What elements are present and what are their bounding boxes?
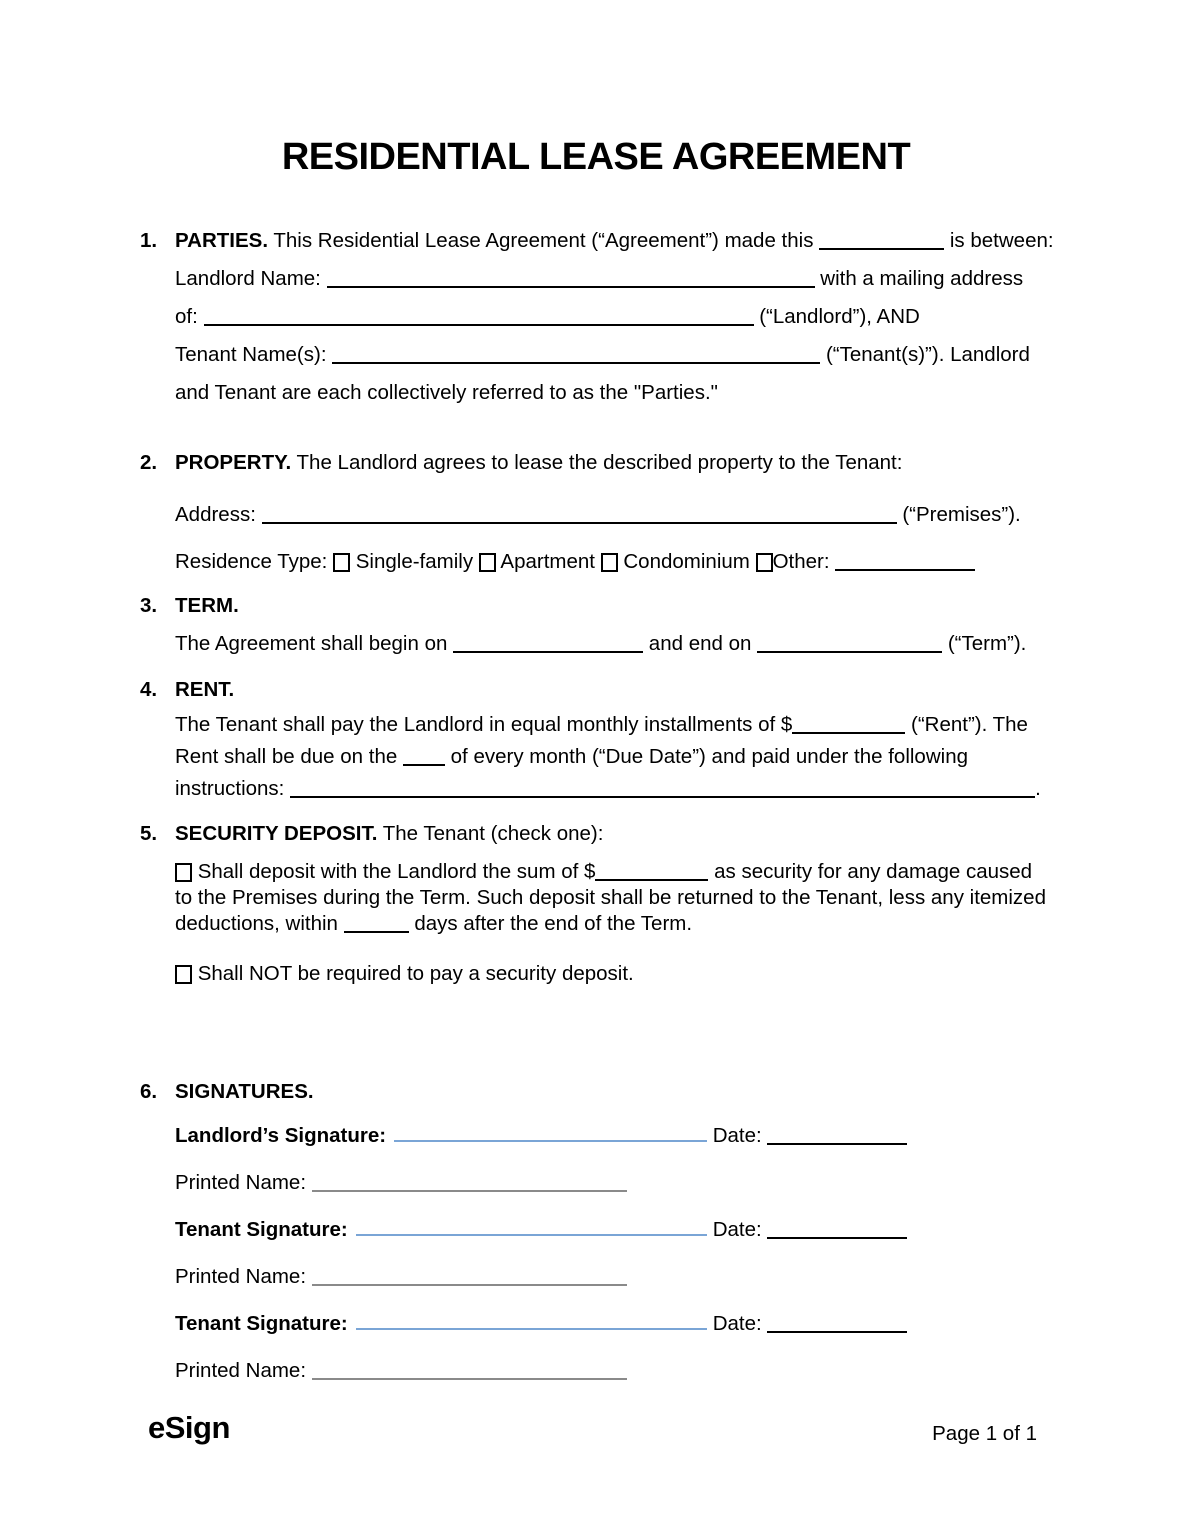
- landlord-signature-row: [175, 1117, 1052, 1155]
- security-heading-line: [175, 815, 1052, 853]
- section-parties: [140, 222, 1052, 412]
- premises-address-tail: (“Premises”).: [902, 503, 1021, 526]
- parties-line-5: and Tenant are each collectively referred to as the "Parties.": [175, 381, 718, 404]
- section-property-heading: PROPERTY.: [175, 451, 292, 474]
- checkbox-condominium[interactable]: [601, 553, 618, 572]
- rent-line-3: [175, 773, 1052, 805]
- payment-instructions-period: .: [1035, 777, 1041, 800]
- rent-line-1: [175, 709, 1052, 741]
- term-tail: (“Term”).: [947, 632, 1027, 655]
- rent-line-2: [175, 741, 1052, 773]
- security-opt1-line-2: to the Premises during the Term. Such deposit shall be returned to the Tenant, less any itemized: [175, 886, 1046, 909]
- landlord-signature-line[interactable]: [394, 1138, 707, 1142]
- rent-due-day-blank[interactable]: [403, 762, 445, 766]
- term-dates-line: [175, 625, 1052, 663]
- tenant2-date-label: Date:: [712, 1312, 762, 1335]
- checkbox-other[interactable]: [756, 553, 773, 572]
- residence-other-label: Other:: [772, 550, 830, 573]
- deposit-days-text: deductions, within: [175, 912, 338, 935]
- parties-line-3: [175, 298, 1052, 336]
- section-security-deposit: [140, 815, 1052, 987]
- tenant-names-blank[interactable]: [332, 360, 820, 364]
- security-opt1-line-1: [175, 859, 1052, 885]
- tenant1-date-label: Date:: [712, 1218, 762, 1241]
- parties-line-1: [175, 222, 1052, 260]
- parties-line-2: [175, 260, 1052, 298]
- rent-amount-text: The Tenant shall pay the Landlord in equal monthly installments of $: [175, 713, 793, 736]
- premises-address-blank[interactable]: [262, 520, 897, 524]
- section-security-heading: SECURITY DEPOSIT.: [175, 822, 378, 845]
- tenant1-printed-name-row: [175, 1258, 1052, 1296]
- parties-intro-tail: is between:: [949, 229, 1054, 252]
- property-heading-line: [175, 444, 1052, 482]
- landlord-signature-date-line[interactable]: [767, 1141, 907, 1145]
- agreement-date-blank[interactable]: [819, 246, 944, 250]
- tenant1-signature-label: Tenant Signature:: [175, 1218, 348, 1241]
- security-intro-text: The Tenant (check one):: [382, 822, 604, 845]
- residence-option-single-family: Single-family: [355, 550, 474, 573]
- security-option-deposit: [175, 859, 1052, 937]
- property-residence-line: [175, 543, 1052, 581]
- term-end-date-blank[interactable]: [757, 649, 942, 653]
- tenant2-printed-name-line[interactable]: [312, 1376, 627, 1380]
- tenant1-signature-row: [175, 1211, 1052, 1249]
- page-number: Page 1 of 1: [932, 1422, 1037, 1445]
- term-begin-text: The Agreement shall begin on: [175, 632, 448, 655]
- rent-amount-blank[interactable]: [792, 730, 905, 734]
- tenant1-signature-line[interactable]: [356, 1232, 707, 1236]
- tenant1-printed-name-label: Printed Name:: [175, 1265, 307, 1288]
- checkbox-deposit-required[interactable]: [175, 863, 192, 882]
- section-parties-heading: PARTIES.: [175, 229, 269, 252]
- tenant2-printed-name-row: [175, 1352, 1052, 1390]
- residence-option-condominium: Condominium: [623, 550, 750, 573]
- page-footer: [148, 1410, 1037, 1446]
- term-heading-line: [175, 587, 1052, 625]
- landlord-name-blank[interactable]: [327, 284, 815, 288]
- landlord-signature-label: Landlord’s Signature:: [175, 1124, 387, 1147]
- property-intro-text: The Landlord agrees to lease the described property to the Tenant:: [296, 451, 903, 474]
- section-rent: [140, 671, 1052, 805]
- section-term-number: 3.: [140, 594, 158, 617]
- landlord-address-blank[interactable]: [204, 322, 754, 326]
- landlord-address-label: of:: [175, 305, 198, 328]
- section-property: [140, 444, 1052, 581]
- landlord-printed-name-line[interactable]: [312, 1188, 627, 1192]
- residence-option-apartment: Apartment: [500, 550, 595, 573]
- tenant2-printed-name-label: Printed Name:: [175, 1359, 307, 1382]
- deposit-days-tail: days after the end of the Term.: [414, 912, 693, 935]
- residence-other-blank[interactable]: [835, 567, 975, 571]
- landlord-printed-name-row: [175, 1164, 1052, 1202]
- deposit-text-pre: Shall deposit with the Landlord the sum of $: [197, 860, 596, 883]
- term-start-date-blank[interactable]: [453, 649, 643, 653]
- term-end-text: and end on: [648, 632, 752, 655]
- landlord-name-tail: with a mailing address: [820, 267, 1024, 290]
- no-deposit-text: Shall NOT be required to pay a security deposit.: [197, 962, 634, 985]
- deposit-return-days-blank[interactable]: [344, 929, 409, 933]
- landlord-name-label: Landlord Name:: [175, 267, 321, 290]
- section-property-number: 2.: [140, 451, 158, 474]
- section-parties-number: 1.: [140, 229, 158, 252]
- residence-type-label: Residence Type:: [175, 550, 328, 573]
- section-signatures: [140, 1073, 1052, 1390]
- tenant1-printed-name-line[interactable]: [312, 1282, 627, 1286]
- section-rent-heading: RENT.: [175, 678, 235, 701]
- checkbox-apartment[interactable]: [479, 553, 496, 572]
- section-signatures-number: 6.: [140, 1080, 158, 1103]
- rent-amount-tail: (“Rent”). The: [911, 713, 1028, 736]
- section-term-heading: TERM.: [175, 594, 239, 617]
- rent-due-text: Rent shall be due on the: [175, 745, 398, 768]
- security-opt1-line-3: [175, 911, 1052, 937]
- deposit-amount-blank[interactable]: [595, 877, 708, 881]
- tenant-names-label: Tenant Name(s):: [175, 343, 327, 366]
- security-option-no-deposit: [175, 961, 1052, 987]
- landlord-date-label: Date:: [712, 1124, 762, 1147]
- landlord-printed-name-label: Printed Name:: [175, 1171, 307, 1194]
- tenant2-signature-date-line[interactable]: [767, 1329, 907, 1333]
- payment-instructions-blank[interactable]: [290, 794, 1035, 798]
- section-term: [140, 587, 1052, 663]
- signatures-heading-line: [175, 1073, 1052, 1111]
- esign-logo: eSign: [148, 1410, 230, 1445]
- premises-address-label: Address:: [175, 503, 256, 526]
- checkbox-single-family[interactable]: [333, 553, 350, 572]
- parties-intro-text: This Residential Lease Agreement (“Agreement”) made this: [273, 229, 814, 252]
- payment-instructions-label: instructions:: [175, 777, 285, 800]
- parties-line-4: [175, 336, 1052, 374]
- tenant2-signature-row: [175, 1305, 1052, 1343]
- rent-due-tail: of every month (“Due Date”) and paid under the following: [450, 745, 968, 768]
- tenant-names-tail: (“Tenant(s)”). Landlord: [825, 343, 1030, 366]
- tenant1-signature-date-line[interactable]: [767, 1235, 907, 1239]
- tenant2-signature-line[interactable]: [356, 1326, 707, 1330]
- section-signatures-heading: SIGNATURES.: [175, 1080, 314, 1103]
- property-address-line: [175, 496, 1052, 534]
- rent-heading-line: [175, 671, 1052, 709]
- landlord-address-tail: (“Landlord”), AND: [759, 305, 920, 328]
- section-rent-number: 4.: [140, 678, 158, 701]
- document-title: RESIDENTIAL LEASE AGREEMENT: [281, 136, 911, 178]
- section-security-number: 5.: [140, 822, 158, 845]
- deposit-text-post: as security for any damage caused: [714, 860, 1033, 883]
- tenant2-signature-label: Tenant Signature:: [175, 1312, 348, 1335]
- checkbox-no-deposit[interactable]: [175, 965, 192, 984]
